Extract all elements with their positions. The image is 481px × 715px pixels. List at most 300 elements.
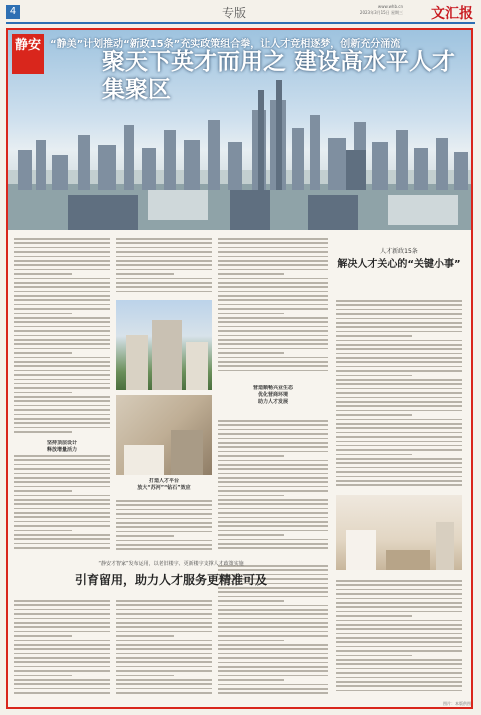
text-line <box>218 242 328 244</box>
text-line <box>116 626 212 628</box>
text-line <box>116 657 212 659</box>
text-line <box>14 379 110 381</box>
text-line <box>336 449 462 451</box>
text-line <box>14 304 110 306</box>
text-line <box>336 677 462 679</box>
text-line <box>116 648 212 650</box>
text-line <box>14 308 110 310</box>
text-line <box>116 260 212 262</box>
text-line <box>218 512 328 514</box>
text-line <box>14 618 110 620</box>
text-line <box>116 653 212 655</box>
text-line <box>14 508 110 510</box>
text-line <box>336 624 462 626</box>
text-line <box>336 375 412 377</box>
text-line <box>218 613 328 615</box>
text-line <box>336 681 462 683</box>
text-column-3 <box>218 238 328 378</box>
text-line <box>14 247 110 249</box>
text-line <box>218 295 328 297</box>
text-line <box>218 442 328 444</box>
text-line <box>14 468 110 470</box>
text-line <box>336 655 412 657</box>
text-line <box>336 584 462 586</box>
text-line <box>336 445 462 447</box>
mid-subhead-line1: 营造顺畅兴业生态 <box>252 385 293 391</box>
text-line <box>218 675 328 677</box>
text-line <box>116 291 212 293</box>
text-line <box>218 304 328 306</box>
text-line <box>116 604 212 606</box>
issue-info <box>360 4 403 16</box>
text-line <box>14 330 110 332</box>
text-line <box>218 339 328 341</box>
text-line <box>218 468 328 470</box>
text-line <box>336 366 462 368</box>
text-line <box>116 666 212 668</box>
text-line <box>116 683 212 685</box>
text-line <box>336 335 412 337</box>
text-line <box>14 530 72 532</box>
text-line <box>218 640 284 642</box>
text-line <box>218 670 328 672</box>
text-line <box>218 517 328 519</box>
text-line <box>14 269 110 271</box>
text-line <box>336 480 462 482</box>
text-line <box>336 392 462 394</box>
text-line <box>14 635 72 637</box>
text-line <box>14 418 110 420</box>
text-line <box>14 486 110 488</box>
text-line <box>14 683 110 685</box>
text-line <box>218 455 284 457</box>
masthead <box>0 0 481 24</box>
text-line <box>336 300 462 302</box>
text-column-10 <box>116 600 212 700</box>
text-line <box>336 309 462 311</box>
text-line <box>116 269 212 271</box>
text-line <box>218 317 328 319</box>
text-line <box>14 538 110 540</box>
text-line <box>14 609 110 611</box>
text-line <box>218 433 328 435</box>
right-heading: 解决人才关心的“关键小事” <box>337 259 461 270</box>
text-line <box>336 628 462 630</box>
text-line <box>336 379 462 381</box>
text-line <box>218 446 328 448</box>
text-line <box>218 543 328 545</box>
photo-caption <box>116 478 212 492</box>
text-line <box>218 684 328 686</box>
text-line <box>116 688 212 690</box>
text-line <box>336 388 462 390</box>
text-line <box>336 467 462 469</box>
bottom-heading-block <box>14 560 328 596</box>
text-line <box>218 539 328 541</box>
text-line <box>218 622 328 624</box>
text-column-6 <box>116 500 212 555</box>
text-line <box>218 343 328 345</box>
text-line <box>14 365 110 367</box>
text-line <box>116 282 212 284</box>
text-line <box>116 526 212 528</box>
text-line <box>14 357 110 359</box>
text-line <box>336 672 462 674</box>
text-line <box>336 370 462 372</box>
text-line <box>218 495 284 497</box>
text-column-2 <box>116 238 212 298</box>
text-line <box>336 348 462 350</box>
city-skyline-photo <box>8 30 471 230</box>
text-line <box>14 653 110 655</box>
text-line <box>14 251 110 253</box>
text-line <box>14 370 110 372</box>
text-line <box>14 473 110 475</box>
text-line <box>14 256 110 258</box>
text-line <box>218 657 328 659</box>
text-line <box>14 640 110 642</box>
text-line <box>336 357 462 359</box>
text-line <box>218 534 284 536</box>
text-line <box>14 326 110 328</box>
text-column-9 <box>14 600 110 700</box>
right-heading-small: 人才新政15条 <box>380 248 418 255</box>
text-line <box>336 414 412 416</box>
text-line <box>218 269 328 271</box>
text-line <box>14 405 110 407</box>
text-line <box>14 600 110 602</box>
text-line <box>116 635 174 637</box>
photo-credit: 图片：本版供图 <box>443 701 471 706</box>
text-line <box>14 374 110 376</box>
bottom-heading: 引育留用，助力人才服务更精准可及 <box>74 573 267 587</box>
text-line <box>116 548 212 550</box>
text-line <box>218 278 328 280</box>
text-column-5 <box>14 455 110 555</box>
text-line <box>14 295 110 297</box>
text-line <box>116 247 212 249</box>
text-line <box>14 361 110 363</box>
text-line <box>14 387 110 389</box>
text-line <box>116 500 212 502</box>
text-line <box>336 405 462 407</box>
text-line <box>14 692 110 694</box>
interior-photo <box>116 395 212 475</box>
text-line <box>218 653 328 655</box>
text-line <box>116 278 212 280</box>
text-line <box>218 321 328 323</box>
text-column-12 <box>336 580 462 695</box>
page-number: 4 <box>6 5 20 19</box>
text-line <box>336 611 462 613</box>
text-line <box>336 436 462 438</box>
text-line <box>14 464 110 466</box>
text-line <box>336 476 462 478</box>
text-line <box>336 663 462 665</box>
text-line <box>218 631 328 633</box>
mid-subhead <box>218 385 328 406</box>
text-line <box>116 631 212 633</box>
text-line <box>218 348 328 350</box>
issue-date: 2023年3月15日 星期三 <box>359 10 403 15</box>
text-line <box>116 238 212 240</box>
text-line <box>14 409 110 411</box>
text-line <box>218 251 328 253</box>
text-line <box>14 317 110 319</box>
text-line <box>218 273 284 275</box>
text-line <box>336 690 462 692</box>
text-line <box>218 330 328 332</box>
text-line <box>218 286 328 288</box>
text-line <box>14 299 110 301</box>
text-line <box>116 286 212 288</box>
text-line <box>116 509 212 511</box>
text-line <box>116 518 212 520</box>
bottom-kicker: “静安才智家”发布运用，以老旧楼宇、更新楼宇支撑人才政策实施 <box>98 561 244 567</box>
text-line <box>14 512 110 514</box>
text-line <box>14 427 110 429</box>
text-line <box>336 668 462 670</box>
text-line <box>218 429 328 431</box>
text-line <box>116 675 174 677</box>
text-line <box>218 679 284 681</box>
text-line <box>336 423 462 425</box>
text-line <box>336 637 462 639</box>
text-line <box>14 278 110 280</box>
text-line <box>218 530 328 532</box>
text-line <box>218 648 328 650</box>
text-line <box>336 401 462 403</box>
text-line <box>218 635 328 637</box>
text-line <box>218 438 328 440</box>
text-line <box>14 273 72 275</box>
text-line <box>218 605 328 607</box>
text-line <box>14 648 110 650</box>
text-line <box>14 521 110 523</box>
right-heading-block <box>336 238 462 298</box>
text-line <box>218 525 328 527</box>
text-line <box>116 544 212 546</box>
text-line <box>14 238 110 240</box>
text-line <box>336 589 462 591</box>
text-line <box>14 534 110 536</box>
district-badge: 静安 <box>12 34 44 74</box>
text-line <box>336 458 462 460</box>
text-line <box>336 322 462 324</box>
text-line <box>14 490 72 492</box>
text-line <box>218 260 328 262</box>
text-line <box>218 335 328 337</box>
text-line <box>116 640 212 642</box>
text-line <box>336 361 462 363</box>
photo-caption-line2: 放大“苏河”“钻石”效应 <box>137 485 191 491</box>
text-line <box>14 348 110 350</box>
text-line <box>14 286 110 288</box>
text-line <box>218 473 328 475</box>
text-line <box>336 580 462 582</box>
text-line <box>116 513 212 515</box>
text-line <box>218 481 328 483</box>
text-line <box>218 264 328 266</box>
text-line <box>218 424 328 426</box>
text-line <box>116 504 212 506</box>
text-line <box>218 238 328 240</box>
text-line <box>336 304 462 306</box>
text-line <box>14 666 110 668</box>
text-line <box>218 361 328 363</box>
text-line <box>14 525 110 527</box>
left-subhead-line1: 坚持顶层设计 <box>46 440 77 446</box>
text-line <box>116 692 212 694</box>
text-line <box>14 339 110 341</box>
text-line <box>14 675 72 677</box>
text-line <box>218 644 328 646</box>
text-line <box>14 264 110 266</box>
text-line <box>116 644 212 646</box>
text-line <box>14 431 72 433</box>
text-line <box>218 352 284 354</box>
text-line <box>14 455 110 457</box>
text-line <box>336 615 412 617</box>
text-line <box>336 340 462 342</box>
text-line <box>14 422 110 424</box>
text-line <box>218 547 328 549</box>
text-line <box>336 419 462 421</box>
text-line <box>218 464 328 466</box>
text-line <box>14 260 110 262</box>
text-line <box>218 370 328 372</box>
text-line <box>14 503 110 505</box>
text-line <box>14 352 72 354</box>
text-line <box>218 299 328 301</box>
text-line <box>14 604 110 606</box>
text-line <box>14 516 110 518</box>
text-line <box>336 659 462 661</box>
text-line <box>14 282 110 284</box>
text-line <box>218 618 328 620</box>
lead-headline: 聚天下英才而用之 建设高水平人才集聚区 <box>102 49 456 103</box>
issue-url: www.whb.cn <box>377 4 403 9</box>
text-line <box>14 481 110 483</box>
text-line <box>14 644 110 646</box>
text-line <box>14 343 110 345</box>
text-line <box>336 318 462 320</box>
text-line <box>116 264 212 266</box>
text-line <box>14 321 110 323</box>
apartment-photo <box>336 495 462 570</box>
text-line <box>336 620 462 622</box>
text-line <box>218 256 328 258</box>
text-line <box>218 600 284 602</box>
text-line <box>218 692 328 694</box>
text-line <box>116 679 212 681</box>
text-line <box>14 657 110 659</box>
left-subhead-line2: 释放增量活力 <box>46 447 77 453</box>
text-line <box>116 242 212 244</box>
mid-subhead-line2: 优化营商环境 <box>257 392 288 398</box>
text-line <box>116 256 212 258</box>
text-line <box>116 670 212 672</box>
text-line <box>218 688 328 690</box>
text-line <box>218 662 328 664</box>
text-line <box>336 383 462 385</box>
text-line <box>218 499 328 501</box>
text-line <box>218 503 328 505</box>
text-line <box>14 670 110 672</box>
text-line <box>14 414 110 416</box>
text-line <box>14 688 110 690</box>
text-line <box>218 308 328 310</box>
text-line <box>218 490 328 492</box>
text-line <box>218 326 328 328</box>
text-line <box>336 484 462 486</box>
text-line <box>116 613 212 615</box>
text-line <box>336 326 462 328</box>
text-line <box>336 344 462 346</box>
text-line <box>14 477 110 479</box>
text-line <box>14 631 110 633</box>
text-line <box>218 477 328 479</box>
text-line <box>336 331 462 333</box>
text-line <box>336 633 462 635</box>
text-line <box>218 451 328 453</box>
text-line <box>116 600 212 602</box>
text-line <box>116 251 212 253</box>
text-line <box>218 666 328 668</box>
text-line <box>336 650 462 652</box>
text-line <box>14 396 110 398</box>
text-line <box>218 508 328 510</box>
text-line <box>14 547 110 549</box>
text-line <box>14 499 110 501</box>
text-line <box>218 420 328 422</box>
text-column-8 <box>336 300 462 490</box>
text-line <box>218 521 328 523</box>
text-line <box>14 622 110 624</box>
text-line <box>116 622 212 624</box>
text-line <box>116 661 212 663</box>
text-line <box>14 392 72 394</box>
text-line <box>14 495 110 497</box>
text-line <box>336 441 462 443</box>
text-line <box>218 486 328 488</box>
text-line <box>218 282 328 284</box>
text-line <box>336 313 462 315</box>
text-line <box>116 609 212 611</box>
text-line <box>336 471 462 473</box>
text-line <box>14 383 110 385</box>
text-line <box>218 365 328 367</box>
text-line <box>218 609 328 611</box>
text-line <box>336 432 462 434</box>
text-column-7 <box>218 420 328 555</box>
newspaper-logo: 文汇报 <box>431 6 473 22</box>
text-line <box>336 598 462 600</box>
section-name: 专版 <box>222 6 247 20</box>
text-line <box>336 646 462 648</box>
text-line <box>218 291 328 293</box>
text-line <box>218 460 328 462</box>
text-line <box>336 606 462 608</box>
text-line <box>14 291 110 293</box>
text-line <box>14 661 110 663</box>
text-line <box>116 540 212 542</box>
text-line <box>14 459 110 461</box>
text-line <box>336 410 462 412</box>
text-line <box>14 313 72 315</box>
text-line <box>218 247 328 249</box>
text-line <box>336 454 412 456</box>
